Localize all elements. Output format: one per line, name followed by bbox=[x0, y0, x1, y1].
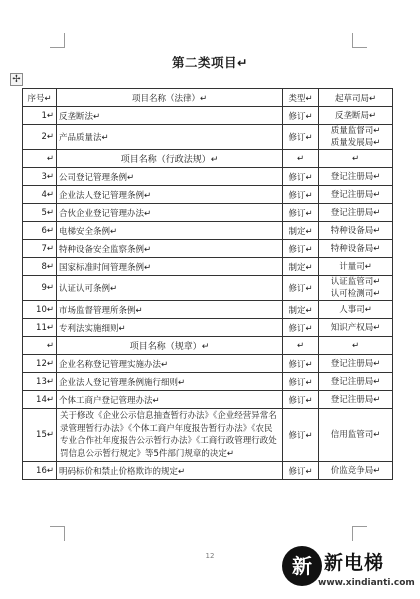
office-lines bbox=[352, 153, 359, 165]
cell-type: 修订↵ bbox=[283, 204, 319, 222]
cell-drafting-office bbox=[319, 222, 393, 240]
cell-index: 7↵ bbox=[23, 240, 57, 258]
table-row bbox=[23, 168, 393, 186]
cell-project-name: 关于修改《企业公示信息抽查暂行办法》《企业经营异常名录管理暂行办法》《个体工商户年度报告暂行办法》《农民专业合作社年度报告公示暂行办法》《工商行政管理行政处罚信息公示暂行规定》等5件部门规章的决定↵ bbox=[57, 409, 283, 462]
table-row bbox=[23, 301, 393, 319]
table-row bbox=[23, 240, 393, 258]
cell-type: 修订↵ bbox=[283, 240, 319, 258]
cell-type: 修订↵ bbox=[283, 373, 319, 391]
office-lines bbox=[331, 394, 381, 406]
crop-mark-top-right bbox=[352, 33, 367, 48]
cell-project-name: 特种设备安全监察条例↵ bbox=[57, 240, 283, 258]
cell-index: 6↵ bbox=[23, 222, 57, 240]
table-row bbox=[23, 186, 393, 204]
cell-type: 修订↵ bbox=[283, 107, 319, 125]
office-line: 价监竞争局↵ bbox=[330, 465, 381, 476]
table-row bbox=[23, 222, 393, 240]
cell-index: 4↵ bbox=[23, 186, 57, 204]
cell-index: 14↵ bbox=[23, 391, 57, 409]
office-line: 登记注册局↵ bbox=[330, 207, 381, 218]
cell-drafting-office bbox=[319, 107, 393, 125]
office-line: 计量司↵ bbox=[339, 261, 372, 272]
cell-index: 15↵ bbox=[23, 409, 57, 462]
cell-drafting-office bbox=[319, 355, 393, 373]
cell-section-title: 项目名称（规章）↵ bbox=[57, 337, 283, 355]
site-watermark bbox=[282, 546, 416, 596]
cell-drafting-office bbox=[319, 391, 393, 409]
watermark-name: 新电梯 bbox=[324, 552, 385, 574]
cell-project-name: 公司登记管理条例↵ bbox=[57, 168, 283, 186]
office-lines bbox=[331, 276, 381, 300]
cell-index: 12↵ bbox=[23, 355, 57, 373]
cell-type: ↵ bbox=[283, 337, 319, 355]
table-row bbox=[23, 204, 393, 222]
header-index: 序号↵ bbox=[23, 89, 57, 107]
office-line: 反垄断局↵ bbox=[334, 110, 377, 121]
office-lines bbox=[331, 376, 381, 388]
cell-type: 制定↵ bbox=[283, 258, 319, 276]
office-line: 信用监管司↵ bbox=[330, 430, 381, 440]
cell-type: 修订↵ bbox=[283, 168, 319, 186]
table-row bbox=[23, 355, 393, 373]
table-row bbox=[23, 373, 393, 391]
table-row bbox=[23, 125, 393, 150]
cell-project-name: 认证认可条例↵ bbox=[57, 276, 283, 301]
office-line: 知识产权局↵ bbox=[330, 322, 381, 333]
office-line: 登记注册局↵ bbox=[330, 358, 381, 369]
cell-project-name: 专利法实施细则↵ bbox=[57, 319, 283, 337]
office-line: 质量监督司↵ bbox=[330, 126, 381, 136]
cell-project-name: 产品质量法↵ bbox=[57, 125, 283, 150]
project-table bbox=[22, 88, 393, 480]
cell-drafting-office bbox=[319, 204, 393, 222]
cell-type: 修订↵ bbox=[283, 409, 319, 462]
office-lines bbox=[331, 207, 381, 219]
cell-drafting-office bbox=[319, 240, 393, 258]
cell-index: 2↵ bbox=[23, 125, 57, 150]
page-number: 12 bbox=[205, 552, 215, 560]
cell-drafting-office bbox=[319, 373, 393, 391]
cell-type: 修订↵ bbox=[283, 319, 319, 337]
table-move-handle-icon[interactable]: ✢ bbox=[10, 73, 23, 86]
office-line: 登记注册局↵ bbox=[330, 171, 381, 182]
office-lines bbox=[331, 171, 381, 183]
cell-section-title: 项目名称（行政法规）↵ bbox=[57, 150, 283, 168]
office-lines bbox=[331, 322, 381, 334]
cell-project-name: 企业法人登记管理条例施行细则↵ bbox=[57, 373, 283, 391]
table-row bbox=[23, 409, 393, 462]
office-lines bbox=[352, 340, 359, 352]
office-lines bbox=[331, 189, 381, 201]
cell-drafting-office bbox=[319, 125, 393, 150]
table-section-row bbox=[23, 337, 393, 355]
cell-index: 1↵ bbox=[23, 107, 57, 125]
project-table-body bbox=[23, 89, 393, 480]
cell-type: 制定↵ bbox=[283, 222, 319, 240]
watermark-logo-icon: 新 bbox=[282, 546, 322, 586]
cell-type: 制定↵ bbox=[283, 301, 319, 319]
table-header-row bbox=[23, 89, 393, 107]
office-lines bbox=[335, 110, 376, 122]
cell-index: 13↵ bbox=[23, 373, 57, 391]
cell-drafting-office bbox=[319, 186, 393, 204]
cell-project-name: 个体工商户登记管理办法↵ bbox=[57, 391, 283, 409]
cell-project-name: 国家标准时间管理条例↵ bbox=[57, 258, 283, 276]
cell-project-name: 电梯安全条例↵ bbox=[57, 222, 283, 240]
cell-index: 8↵ bbox=[23, 258, 57, 276]
office-line: 质量发展局↵ bbox=[330, 138, 381, 148]
cell-index: 3↵ bbox=[23, 168, 57, 186]
header-type: 类型↵ bbox=[283, 89, 319, 107]
cell-drafting-office bbox=[319, 337, 393, 355]
crop-mark-top-left bbox=[50, 33, 65, 48]
crop-mark-bottom-right bbox=[352, 526, 367, 541]
office-line: 登记注册局↵ bbox=[330, 394, 381, 405]
office-line: ↵ bbox=[351, 153, 360, 164]
office-lines bbox=[331, 358, 381, 370]
office-line: ↵ bbox=[351, 340, 360, 351]
cell-index: 9↵ bbox=[23, 276, 57, 301]
cell-index: 5↵ bbox=[23, 204, 57, 222]
cell-drafting-office bbox=[319, 150, 393, 168]
office-lines bbox=[331, 243, 381, 255]
cell-project-name: 企业法人登记管理条例↵ bbox=[57, 186, 283, 204]
office-line: 人事司↵ bbox=[339, 304, 372, 315]
cell-drafting-office bbox=[319, 258, 393, 276]
office-line: 登记注册局↵ bbox=[330, 376, 381, 387]
cell-type: ↵ bbox=[283, 150, 319, 168]
cell-type: 修订↵ bbox=[283, 125, 319, 150]
header-office: 起草司局↵ bbox=[319, 89, 393, 107]
cell-type: 修订↵ bbox=[283, 186, 319, 204]
table-row bbox=[23, 319, 393, 337]
cell-index: 11↵ bbox=[23, 319, 57, 337]
document-title: 第二类项目↵ bbox=[172, 55, 248, 70]
table-row bbox=[23, 462, 393, 480]
crop-mark-bottom-left bbox=[50, 526, 65, 541]
cell-project-name: 反垄断法↵ bbox=[57, 107, 283, 125]
table-row bbox=[23, 258, 393, 276]
cell-drafting-office bbox=[319, 462, 393, 480]
cell-index: ↵ bbox=[23, 150, 57, 168]
office-lines bbox=[339, 304, 372, 316]
cell-index: 10↵ bbox=[23, 301, 57, 319]
office-line: 特种设备局↵ bbox=[330, 243, 381, 254]
watermark-url: www.xindianti.com bbox=[318, 578, 415, 588]
office-line: 登记注册局↵ bbox=[330, 189, 381, 200]
office-lines bbox=[339, 261, 372, 273]
office-lines bbox=[331, 465, 381, 477]
cell-type: 修订↵ bbox=[283, 391, 319, 409]
cell-type: 修订↵ bbox=[283, 276, 319, 301]
table-row bbox=[23, 276, 393, 301]
cell-project-name: 市场监督管理所条例↵ bbox=[57, 301, 283, 319]
cell-drafting-office bbox=[319, 276, 393, 301]
cell-index: ↵ bbox=[23, 337, 57, 355]
office-lines bbox=[331, 429, 381, 441]
table-row bbox=[23, 107, 393, 125]
table-section-row bbox=[23, 150, 393, 168]
cell-type: 修订↵ bbox=[283, 462, 319, 480]
cell-drafting-office bbox=[319, 319, 393, 337]
office-line: 认可检测司↵ bbox=[330, 289, 381, 299]
office-lines bbox=[331, 125, 381, 149]
cell-project-name: 企业名称登记管理实施办法↵ bbox=[57, 355, 283, 373]
cell-index: 16↵ bbox=[23, 462, 57, 480]
cell-type: 修订↵ bbox=[283, 355, 319, 373]
office-lines bbox=[331, 225, 381, 237]
office-line: 特种设备局↵ bbox=[330, 225, 381, 236]
cell-drafting-office bbox=[319, 168, 393, 186]
table-row bbox=[23, 391, 393, 409]
office-line: 认证监管司↵ bbox=[330, 277, 381, 287]
header-name: 项目名称（法律）↵ bbox=[57, 89, 283, 107]
cell-drafting-office bbox=[319, 409, 393, 462]
cell-drafting-office bbox=[319, 301, 393, 319]
cell-project-name: 合伙企业登记管理办法↵ bbox=[57, 204, 283, 222]
cell-project-name: 明码标价和禁止价格欺诈的规定↵ bbox=[57, 462, 283, 480]
